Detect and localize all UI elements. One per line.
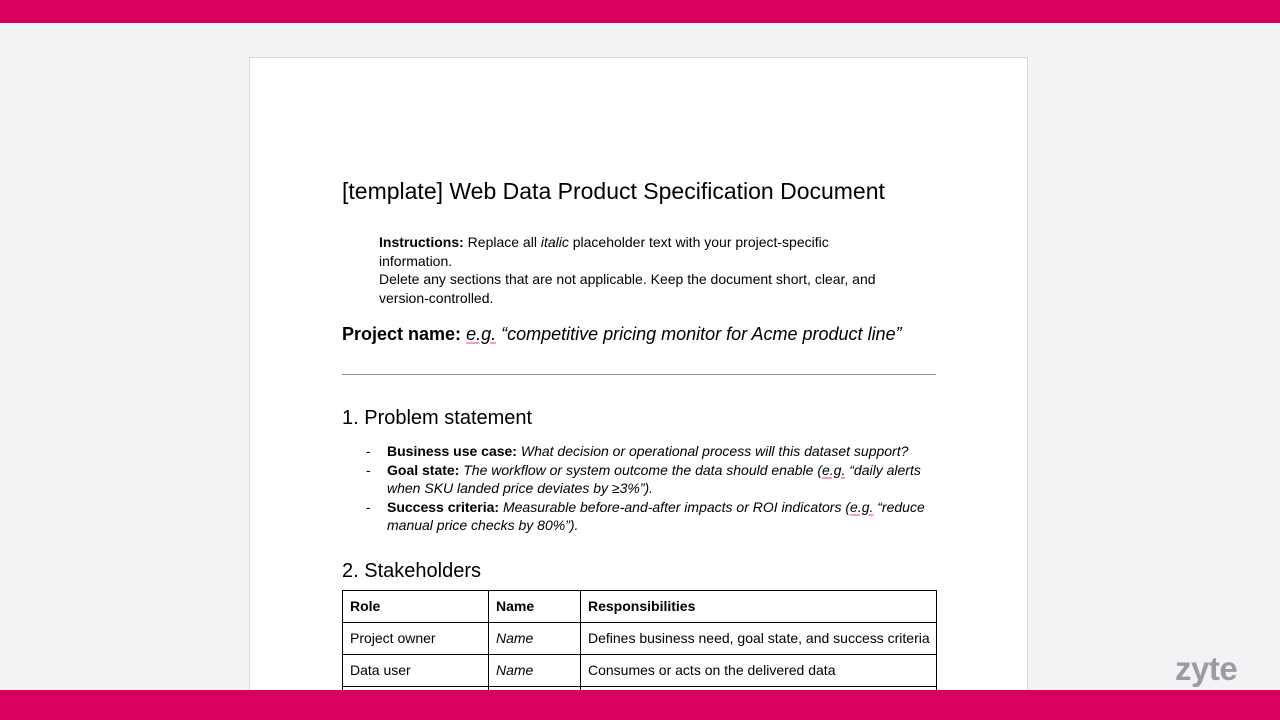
section-2-heading: 2. Stakeholders: [342, 559, 481, 582]
project-name-label: Project name:: [342, 324, 462, 344]
instructions-label: Instructions:: [379, 234, 464, 250]
cell-role: Project owner: [343, 622, 489, 654]
bullet-dash: -: [366, 461, 371, 478]
bullet-text: Measurable before-and-after impacts or ROI indicators (: [499, 498, 851, 515]
bottom-brand-bar: [0, 690, 1280, 720]
project-name-line: [342, 322, 936, 346]
instructions-paragraph: [379, 233, 884, 307]
problem-statement-list: [342, 442, 936, 535]
cell-responsibilities: Consumes or acts on the delivered data: [581, 654, 937, 686]
bullet-label: Goal state:: [387, 461, 460, 478]
table-header-row: [343, 590, 937, 622]
bullet-dash: -: [366, 443, 371, 459]
column-header-responsibilities: Responsibilities: [581, 590, 937, 622]
spellcheck-underline: e.g.: [466, 324, 497, 344]
table-row: [343, 622, 937, 654]
column-header-name: Name: [489, 590, 581, 622]
project-name-eg-prefix: [461, 324, 496, 344]
document-page: [249, 57, 1028, 720]
instructions-text-after: placeholder text with your project-specific information.: [379, 234, 829, 269]
spellcheck-underline: e.g.: [850, 498, 874, 515]
list-item: [342, 461, 936, 498]
bullet-text: “reduce manual price checks by 80%”).: [387, 498, 925, 534]
horizontal-rule: [342, 374, 936, 375]
column-header-role: Role: [343, 590, 489, 622]
cell-responsibilities: Defines business need, goal state, and success criteria: [581, 622, 937, 654]
bullet-text: “daily alerts when SKU landed price deviates by ≥3%”).: [387, 461, 921, 497]
bullet-dash: -: [366, 498, 371, 515]
bullet-label: Business use case:: [387, 443, 517, 459]
table-row: [343, 654, 937, 686]
document-page-content: [250, 58, 1027, 719]
bullet-label: Success criteria:: [387, 498, 500, 515]
list-item: [342, 442, 936, 461]
cell-role: Data user: [343, 654, 489, 686]
spellcheck-underline: e.g.: [822, 461, 846, 478]
list-item: [342, 498, 936, 535]
bullet-text: What decision or operational process will this dataset support?: [516, 443, 909, 459]
instructions-italic-word: italic: [540, 234, 569, 250]
section-1-heading: 1. Problem statement: [342, 407, 533, 429]
doc-title: [template] Web Data Product Specification Document: [342, 178, 885, 204]
cell-name: Name: [489, 654, 581, 686]
top-brand-bar: [0, 0, 1280, 23]
zyte-logo: zyte: [1175, 650, 1238, 687]
instructions-line-2: Delete any sections that are not applicable. Keep the document short, clear, and version-controlled.: [379, 271, 876, 306]
bullet-text: The workflow or system outcome the data should enable (: [459, 461, 822, 478]
cell-name: Name: [489, 622, 581, 654]
instructions-text-before: Replace all: [463, 234, 541, 250]
project-name-value: “competitive pricing monitor for Acme product line”: [496, 324, 902, 344]
